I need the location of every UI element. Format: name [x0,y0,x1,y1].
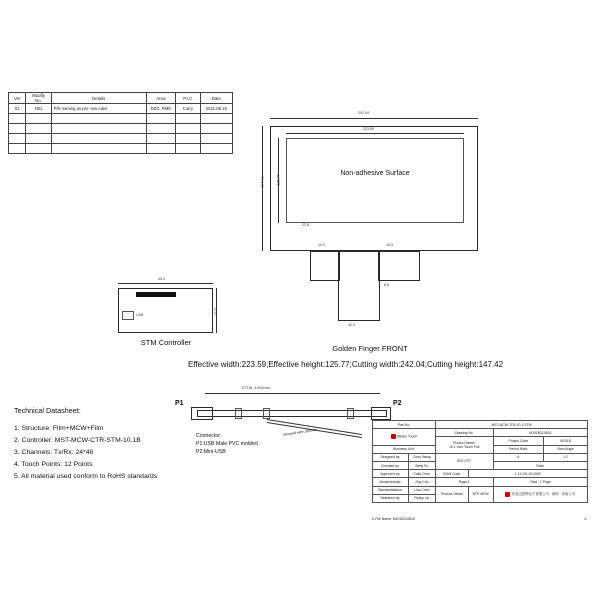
efile-value: M101B210816 [392,517,415,521]
brand-label: Master Touch [396,434,418,439]
dim-inner-height: 125.77 [276,174,281,186]
designed-by-label: Designed by: [373,453,409,461]
col-pic: P.I.C [176,93,201,104]
bom-code-label: BOM Code [435,470,468,478]
dim-controller-width: 45.0 [158,277,165,281]
effective-dimensions-line: Effective width:223.59;Effective height:125.77;Cutting width:242.04;Cutting height:147.42 [188,360,504,369]
cell-date [200,124,232,134]
workmanship-value: Jing Chu [408,478,435,486]
period-mark-value: A [493,453,543,461]
cell-modify-no [26,114,51,124]
cell-area [146,114,175,124]
cell-area [146,134,175,144]
product-name-value: 10.1 Inch Touch Foil [449,445,480,450]
title-block-row [373,478,588,486]
title-block-row [373,421,588,429]
dim-tail-width: 42.0 [348,323,355,327]
table-header-row [9,93,233,104]
efile-label: E-File Name: [372,517,392,521]
bom-code-value: 1.11.101.02.0060 [468,470,587,478]
cable-body [197,410,387,417]
controller-usb-port [122,311,134,320]
cell-date: 2021.08.16 [200,104,232,114]
project-code-label: Project Code [493,437,543,445]
title-block [372,420,588,516]
product-name-label [435,437,493,453]
drawing-no-label: Drawing No. [435,429,493,437]
company-name-cn [493,486,587,502]
title-block-row [373,486,588,494]
cell-ver [9,114,26,124]
cell-details [51,114,146,124]
drawing-no-value: M101B210816 [493,429,587,437]
list-item: 1. Structure: Film+MCW+Film [14,425,104,432]
connector-p2-label: P2 [393,400,402,407]
standardization-value: Lina Chen [408,486,435,494]
cell-pic: Curry [176,104,201,114]
ratio-value: 1:2 [544,453,588,461]
table-row [9,124,233,134]
released-by-label: Released by: [373,494,409,502]
dim-controller-width-line [118,283,213,284]
cell-ver [9,124,26,134]
cell-pic [176,144,201,154]
technical-datasheet-title: Technical Datasheet: [14,406,81,415]
col-modify-no: Modify No. [26,93,51,104]
non-adhesive-surface-label: Non-adhesive Surface [340,170,410,177]
title-block-row [373,470,588,478]
product-series-value: BTP-MCW [468,486,493,502]
dim-top-width: 242.04 [358,111,369,115]
cable-total-dim-line [205,393,380,394]
cable-total-length-label: TOTAL:1500mm [241,385,271,390]
cell-date [200,114,232,124]
title-block-row [373,453,588,461]
approved-by-label: Approved by: [373,470,409,478]
cell-ver [9,134,26,144]
col-ver: Ver [9,93,26,104]
title-block-row [373,429,588,437]
dim-controller-height: 22.0 [213,308,218,316]
business-unit-label: Business Unit: [373,445,436,453]
controller-label: STM Controller [140,338,192,347]
revision-table [8,92,233,154]
mini-usb-connector [371,407,391,420]
dim-small-d: 22.8 [302,223,309,227]
cell-pic [176,124,201,134]
table-row [9,144,233,154]
company-logo-icon [505,492,510,497]
brand-logo-icon [391,434,396,439]
cell-date [200,144,232,154]
connector-note-p2: P2:Mini-USB [196,449,226,455]
cell-ver [9,144,26,154]
tail-shoulder-right [378,251,420,281]
list-item: 5. All material used conform to RoHS standards [14,473,158,480]
cell-area [146,124,175,134]
product-name-label-text: Product Name: [452,441,476,446]
checked-by-value: Betty Fu [408,461,435,469]
dim-inner-line [286,133,464,134]
panel-active-area [286,138,464,223]
cell-details [51,134,146,144]
table-row [9,114,233,124]
brand-logo-cell [373,429,436,445]
connector-notes-title: Connector: [196,433,222,439]
total-page-label: Total : 1 Page [493,478,587,486]
dim-top-line [270,118,478,119]
table-row [9,104,233,114]
controller-fpc-connector [136,292,176,297]
efile-page: /2 [584,517,587,521]
dim-small-b: 18.5 [386,243,393,247]
cable-ferrite-1 [235,408,242,419]
cell-modify-no [26,144,51,154]
controller-usb-label: USB [136,313,144,317]
approved-by-value: Cally Chen [408,470,435,478]
ground-wire-label: Ground wire:300mm [283,427,318,437]
dim-left-height: 147.42 [260,176,265,188]
connector-note-p1: P1:USB Male PVC molded [196,441,258,447]
view-angle-label: View Angle [544,445,588,453]
period-mark-label: Period Mark [493,445,543,453]
cell-details [51,124,146,134]
col-area: Area [146,93,175,104]
connector-notes [196,432,258,456]
sheet-code: SNT-07P- [435,453,493,469]
product-series-label: Product Series [435,486,468,502]
part-no-label: Part No. [373,421,436,429]
dim-inner-width: 223.59 [363,127,374,131]
standardization-label: Standardization: [373,486,409,494]
cell-pic [176,134,201,144]
cell-details: P/N naming as per new rules [51,104,146,114]
ratio-label: Ratio [493,461,587,469]
efile-name [372,517,415,521]
connector-p1-label: P1 [175,400,184,407]
dim-small-a: 10.2 [318,243,325,247]
cell-date [200,134,232,144]
list-item: 4. Touch Points: 12 Points [14,461,93,468]
col-date: Date [200,93,232,104]
dim-small-c: 6.5 [384,283,389,287]
project-code-value: M101B [544,437,588,445]
cell-area: DZG, RMK [146,104,175,114]
table-row [9,134,233,144]
company-name-cn-text: 东莞迈思特电子有限公司 · 深圳 · 河南公司 [511,492,576,497]
part-no-value: MST-MCW-TFB-10.1-STM [435,421,587,429]
dim-left-line [262,126,263,251]
cable-ferrite-3 [347,408,354,419]
cell-pic [176,114,201,124]
usb-male-connector [191,407,213,420]
list-item: 3. Channels: Tx/Rx: 24*48 [14,449,94,456]
cell-modify-no [26,134,51,144]
cell-modify-no [26,124,51,134]
released-by-value: Rocky Liu [408,494,435,502]
workmanship-label: Workmanship: [373,478,409,486]
cable-ferrite-2 [263,408,270,419]
golden-finger-tail [338,251,380,321]
col-details: Details [51,93,146,104]
technical-datasheet [14,405,189,483]
cell-area [146,144,175,154]
touch-panel-drawing [258,108,498,358]
checked-by-label: Checked by: [373,461,409,469]
page-label: Page:1 [435,478,493,486]
cell-ver: 01 [9,104,26,114]
list-item: 2. Controller: MST-MCW-CTR-STM-10.1B [14,437,141,444]
tail-shoulder-left [310,251,340,281]
cell-details [51,144,146,154]
cell-modify-no: N01 [26,104,51,114]
designed-by-value: Curry Wang [408,453,435,461]
golden-finger-label: Golden Finger FRONT [332,344,408,353]
